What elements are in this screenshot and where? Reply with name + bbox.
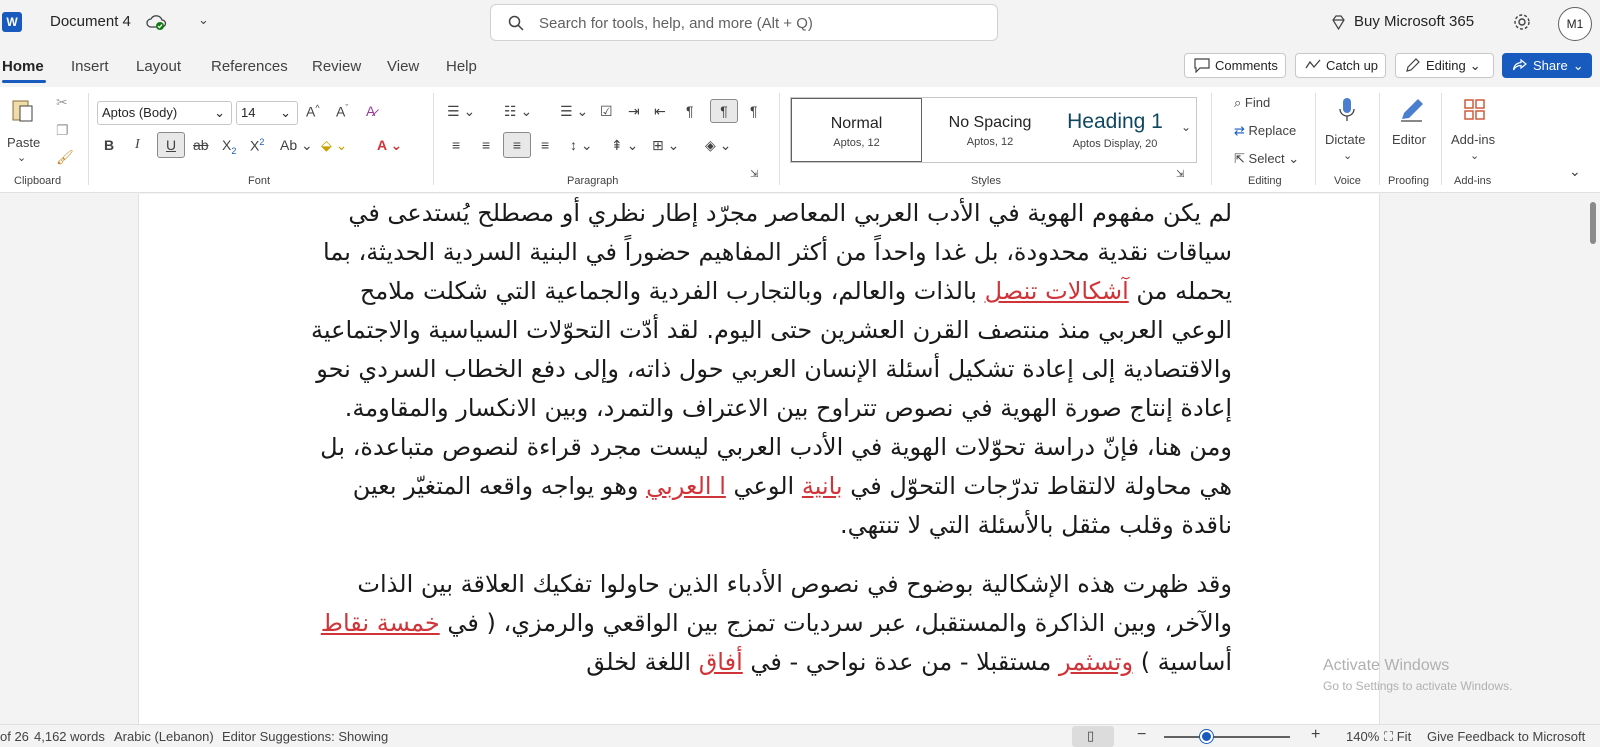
activate-windows-watermark	[1323, 657, 1512, 693]
search-placeholder: Search for tools, help, and more (Alt + Q)	[539, 15, 813, 32]
style-name: Heading 1	[1067, 110, 1163, 133]
grow-font-icon[interactable]: A^	[306, 103, 320, 120]
bold-icon[interactable]: B	[104, 137, 115, 153]
paste-icon[interactable]	[10, 97, 36, 123]
catch-up-label: Catch up	[1326, 58, 1379, 73]
document-body[interactable]	[300, 194, 1232, 682]
voice-group-label: Voice	[1334, 175, 1361, 187]
paste-button[interactable]: Paste	[7, 135, 41, 150]
paragraph-spacing-icon[interactable]: ⇞ ⌄	[611, 137, 639, 153]
replace-label: Replace	[1248, 123, 1297, 138]
editing-mode-button[interactable]: Editing ⌄	[1395, 53, 1494, 78]
dictate-chevron-icon[interactable]: ⌄	[1343, 150, 1353, 162]
share-icon	[1512, 58, 1528, 73]
select-button[interactable]: ⇱ Select ⌄	[1234, 151, 1300, 166]
shrink-font-icon[interactable]: $A^ˇ$	[336, 103, 349, 120]
increase-indent-icon[interactable]: ⇥	[628, 103, 640, 119]
find-button[interactable]	[1234, 95, 1270, 111]
zoom-slider-track[interactable]	[1164, 736, 1290, 738]
align-center-icon[interactable]: ≡	[482, 137, 491, 153]
text-run: لم يكن مفهوم الهوية في الأدب العربي المعاصر مجرّد إطار نظري أو مصطلح يُستدعى في سياقات نقدية محدودة، بل غدا واحداً من أكثر المفاهيم حضوراً في البنية السردية الحديثة، بما يحمله من	[323, 199, 1232, 305]
buy-microsoft-365-link[interactable]: Buy Microsoft 365	[1354, 13, 1475, 30]
replace-button[interactable]	[1234, 123, 1296, 139]
align-left-icon[interactable]: ≡	[452, 137, 461, 153]
activate-subtitle: Go to Settings to activate Windows.	[1323, 679, 1513, 693]
styles-group-label: Styles	[971, 175, 1001, 187]
share-button[interactable]: Share ⌄	[1502, 53, 1592, 78]
styles-gallery[interactable]	[790, 97, 1197, 163]
tab-layout[interactable]: Layout	[136, 58, 182, 75]
format-painter-icon[interactable]: 🖌	[56, 149, 74, 165]
ltr-paragraph-icon[interactable]: ¶	[686, 103, 694, 119]
spelling-error[interactable]: وتسثمر	[1059, 648, 1134, 676]
fit-icon: ⛶	[1384, 729, 1394, 744]
line-spacing-icon[interactable]: ↕ ⌄	[570, 137, 593, 153]
copy-icon[interactable]: ❐	[56, 122, 69, 138]
microphone-icon[interactable]	[1337, 97, 1357, 123]
divider	[433, 93, 434, 185]
rtl-paragraph-icon[interactable]: ¶	[710, 99, 738, 123]
style-name: Normal	[830, 115, 883, 132]
zoom-out-icon[interactable]: −	[1137, 726, 1147, 743]
share-label: Share	[1533, 58, 1568, 73]
subscript-icon[interactable]: $X_2$	[222, 137, 237, 156]
status-bar	[0, 724, 1600, 747]
font-size-value: 14	[241, 105, 256, 120]
multilevel-list-icon[interactable]: ☰ ⌄	[560, 103, 589, 119]
highlight-icon[interactable]: ⬙ ⌄	[321, 137, 348, 153]
search-icon	[507, 14, 525, 32]
fit-label: Fit	[1396, 729, 1412, 744]
tab-insert[interactable]: Insert	[71, 58, 109, 75]
replace-icon: ⇄	[1234, 123, 1245, 138]
style-heading-1[interactable]	[1057, 98, 1173, 162]
catch-up-button[interactable]	[1295, 53, 1386, 78]
text-run: مستقبلا - من عدة نواحي - في	[742, 648, 1060, 676]
page-count[interactable]: of 26	[0, 729, 29, 744]
bullets-icon[interactable]: ☰ ⌄	[447, 103, 476, 119]
activate-title: Activate Windows	[1323, 657, 1450, 674]
active-tab-indicator	[2, 80, 46, 83]
fit-button[interactable]	[1384, 729, 1411, 745]
style-desc: Aptos Display, 20	[1072, 138, 1158, 150]
add-ins-button[interactable]: Add-ins	[1451, 132, 1496, 147]
strikethrough-icon[interactable]: ab	[193, 137, 209, 153]
borders-icon[interactable]: ⊞ ⌄	[652, 137, 680, 153]
tab-review[interactable]: Review	[312, 58, 362, 75]
cursor-icon: ⇱	[1234, 151, 1245, 166]
word-app-icon[interactable]: W	[2, 12, 22, 32]
document-canvas	[0, 194, 1600, 724]
title-bar	[0, 0, 1600, 46]
text-run: اللغة لخلق	[586, 648, 699, 676]
search-icon: ⌕	[1234, 95, 1242, 110]
diamond-icon	[1330, 14, 1347, 31]
vertical-scrollbar-thumb[interactable]	[1590, 202, 1596, 244]
divider	[779, 93, 780, 185]
chevron-down-icon[interactable]: ⌄	[198, 12, 209, 27]
font-family-select[interactable]: Aptos (Body) ⌄	[97, 101, 232, 125]
comments-label: Comments	[1215, 58, 1278, 73]
tab-help[interactable]: Help	[446, 58, 477, 75]
paste-chevron-icon[interactable]: ⌄	[17, 152, 27, 164]
word-count[interactable]: 4,162 words	[34, 729, 105, 744]
cut-icon[interactable]: ✂	[56, 94, 68, 110]
font-family-value: Aptos (Body)	[102, 105, 178, 120]
editing-label: Editing	[1426, 58, 1466, 73]
decrease-indent-icon[interactable]: ⇤	[654, 103, 666, 119]
spelling-error[interactable]: آشكالات تنصل	[984, 277, 1129, 305]
text-run: الوعي	[725, 472, 802, 500]
superscript-icon[interactable]: $X^2$	[250, 137, 265, 154]
text-run: أساسية )	[1133, 648, 1232, 676]
divider	[1441, 93, 1442, 185]
editor-button[interactable]: Editor	[1392, 132, 1426, 147]
font-color-icon[interactable]: A ⌄	[377, 137, 403, 153]
editor-icon[interactable]	[1398, 97, 1426, 123]
catch-up-icon	[1305, 58, 1321, 73]
text-run: بالذات والعالم، وبالتجارب الفردية والجماعية التي شكلت ملامح الوعي العربي منذ منتصف القرن العشرين حتى اليوم. لقد أدّت التحوّلات السياسية والاجتماعية والاقتصادية إلى إعادة تشكيل أسئلة الإنسان العربي حول ذاته، وإلى دفع الخطاب السردي نحو إعادة إنتاج صورة الهوية في نصوص تتراوح بين الاعتراف والتمرد، وبين الانكسار والمقاومة. ومن هنا، فإنّ دراسة تحوّلات الهوية في الأدب العربي ليست مجرد قراءة لنصوص متباعدة، بل هي محاولة لالتقاط تدرّجات التحوّل في	[311, 277, 1232, 500]
show-formatting-icon[interactable]: ¶	[750, 103, 758, 119]
page-icon: ▯	[1087, 728, 1095, 743]
paragraph-1[interactable]	[300, 194, 1232, 545]
feedback-link[interactable]: Give Feedback to Microsoft	[1427, 729, 1586, 744]
divider	[88, 93, 89, 185]
zoom-in-icon[interactable]: +	[1311, 726, 1321, 743]
tab-references[interactable]: References	[211, 58, 288, 75]
cloud-saved-icon[interactable]	[145, 12, 167, 32]
search-box[interactable]	[490, 4, 998, 41]
paragraph-group-label: Paragraph	[567, 175, 619, 187]
add-ins-chevron-icon[interactable]: ⌄	[1470, 150, 1480, 162]
numbering-icon[interactable]: ☷ ⌄	[504, 103, 533, 119]
checklist-icon[interactable]: ☑	[600, 103, 613, 119]
clipboard-group-label: Clipboard	[14, 175, 62, 187]
tab-view[interactable]: View	[387, 58, 420, 75]
proofing-group-label: Proofing	[1388, 175, 1429, 187]
zoom-slider-thumb[interactable]	[1200, 730, 1213, 743]
align-right-icon[interactable]: ≡	[503, 132, 531, 158]
underline-icon[interactable]: U	[157, 132, 185, 158]
style-normal[interactable]	[791, 98, 922, 162]
spelling-error[interactable]: أفاق	[698, 648, 743, 676]
text-run: وقد ظهرت هذه الإشكالية بوضوح في نصوص الأدباء الذين حاولوا تفكيك العلاقة بين الذات والآخر، وبين الذاكرة والمستقبل، عبر سرديات تمزج بين الواقعي والرمزي، ( في	[357, 570, 1232, 637]
divider	[1379, 93, 1380, 185]
divider	[1315, 93, 1316, 185]
tab-home[interactable]: Home	[2, 58, 44, 75]
editing-group-label: Editing	[1248, 175, 1282, 187]
print-layout-view-button[interactable]	[1072, 726, 1114, 747]
spelling-error[interactable]: ا العربي	[646, 472, 726, 500]
pencil-icon	[1405, 58, 1421, 73]
font-group-label: Font	[248, 175, 271, 187]
find-label: Find	[1244, 95, 1271, 110]
editor-suggestions-status[interactable]: Editor Suggestions: Showing	[222, 729, 389, 744]
clear-formatting-icon[interactable]: A̷	[366, 103, 376, 119]
ribbon-home	[0, 87, 1600, 193]
styles-settings-icon[interactable]: ⇲	[1176, 169, 1185, 180]
select-label: Select	[1248, 151, 1285, 166]
document-title[interactable]: Document 4	[50, 13, 131, 30]
add-ins-icon[interactable]	[1462, 97, 1488, 123]
italic-icon[interactable]: I	[135, 137, 140, 152]
style-desc: Aptos, 12	[966, 136, 1014, 148]
spelling-error[interactable]: بانية	[801, 472, 843, 500]
style-name: No Spacing	[948, 114, 1032, 131]
comment-icon	[1194, 58, 1210, 73]
language-status[interactable]: Arabic (Lebanon)	[114, 729, 214, 744]
divider	[1211, 93, 1212, 185]
dictate-button[interactable]: Dictate	[1325, 132, 1366, 147]
gear-icon[interactable]	[1512, 12, 1532, 32]
spelling-error[interactable]: خمسة نقاط	[320, 609, 440, 637]
paragraph-2[interactable]	[300, 565, 1232, 682]
ribbon-collapse-chevron-icon[interactable]: ⌄	[1569, 163, 1581, 179]
justify-icon[interactable]: ≡	[541, 137, 550, 153]
text-run: وهو يواجه واقعه المتغيّر بعين ناقدة وقلب مثقل بالأسئلة التي لا تنتهي.	[352, 472, 1232, 539]
styles-more-chevron-icon[interactable]: ⌄	[1181, 120, 1192, 134]
style-desc: Aptos, 12	[833, 137, 880, 149]
shading-icon[interactable]: ◈ ⌄	[705, 137, 732, 153]
avatar[interactable]: M1	[1558, 7, 1592, 41]
zoom-level[interactable]: 140%	[1346, 729, 1380, 744]
font-size-select[interactable]: 14 ⌄	[236, 101, 298, 125]
add-ins-group-label: Add-ins	[1454, 175, 1492, 187]
paragraph-settings-icon[interactable]: ⇲	[750, 169, 759, 180]
style-no-spacing[interactable]	[923, 98, 1057, 162]
change-case-icon[interactable]: Ab ⌄	[280, 137, 313, 153]
comments-button[interactable]	[1184, 53, 1286, 78]
